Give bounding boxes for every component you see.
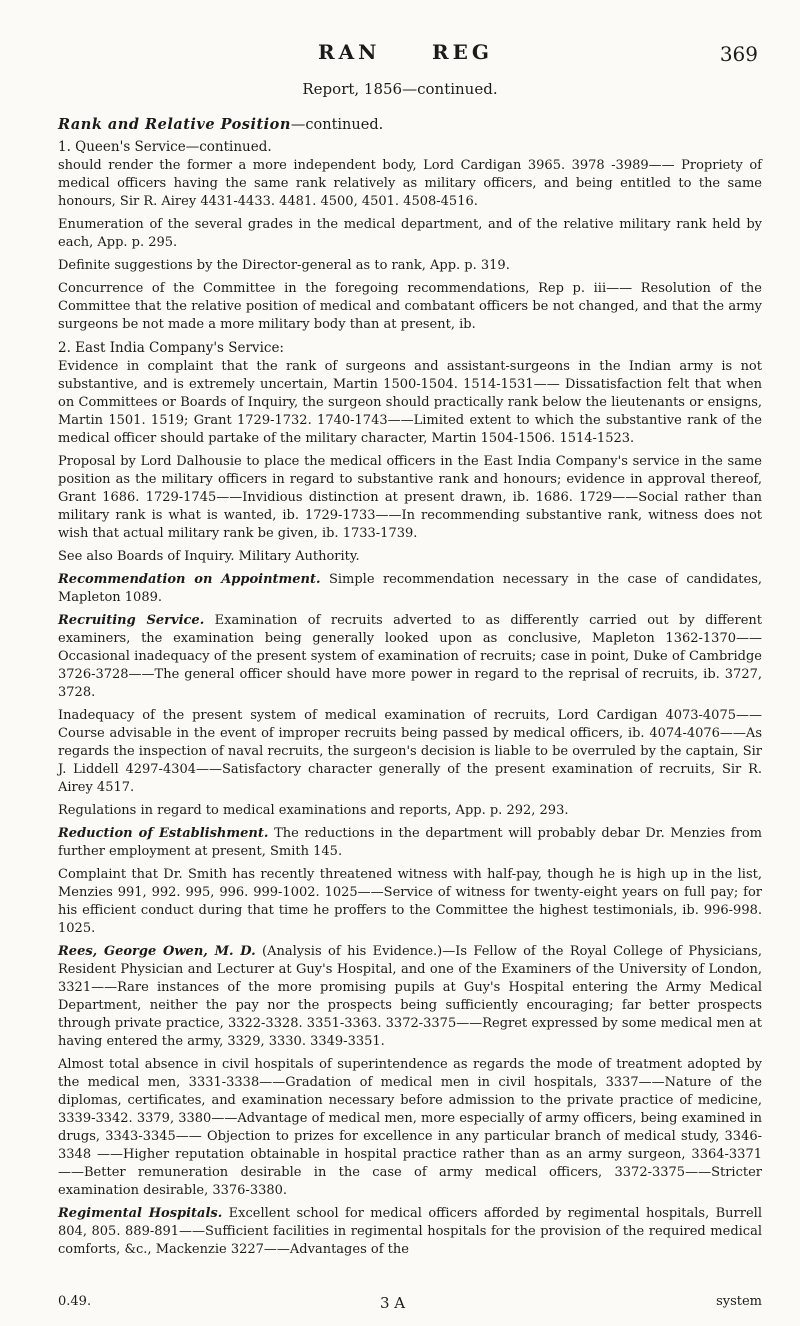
footer-catchword: system [716, 1294, 762, 1309]
index-paragraph: Definite suggestions by the Director-general as to rank, App. p. 319. [58, 258, 510, 273]
entry-heading: Rees, George Owen, M. D. [58, 944, 256, 959]
running-head-center: REG [432, 40, 493, 64]
entry-heading: Regimental Hospitals. [58, 1206, 223, 1221]
entry-text: Complaint that Dr. Smith has recently threatened witness with half-pay, though he is high up in the list, Menzies 991, 992. 995, 996. 999-1002. 1025——Service of witness for twenty-eight years on full pay; for his efficient conduct during that time he proffers to the Committee the highest testimonials, ib. 996-998. 1025. [58, 867, 762, 936]
entry-text: (Analysis of his Evidence.)—Is Fellow of the Royal College of Physicians, Resident Physician and Lecturer at Guy's Hospital, and one of the Examiners of the University of London, 3321——Rare instances of the more promising pupils at Guy's Hospital entering the Army Medical Department, neither the pay nor the prospects being sufficiently encouraging; far better prospects through private practice, 3322-3328. 3351-3363. 3372-3375——Regret expressed by some medical men at having entered the army, 3329, 3330. 3349-3351. [58, 944, 762, 1049]
index-paragraph: Enumeration of the several grades in the medical department, and of the relative military rank held by each, App. p. 295. [58, 217, 762, 250]
index-paragraph: should render the former a more independent body, Lord Cardigan 3965. 3978 -3989—— Propriety of medical officers having the same rank relatively as military officers, and being entitled to the same honours, Sir R. Airey 4431-4433. 4481. 4500, 4501. 4508-4516. [58, 158, 762, 209]
index-entry [58, 707, 762, 797]
index-entry [58, 825, 762, 861]
subsection-label: 1. Queen's Service—continued. [58, 139, 272, 155]
index-entry [58, 802, 762, 820]
report-title: Report, 1856—continued. [302, 80, 498, 98]
index-entry [58, 943, 762, 1051]
index-entry [58, 571, 762, 607]
section-heading-continued: —continued. [290, 117, 384, 133]
index-entry [58, 612, 762, 702]
entry-heading: Recruiting Service. [58, 613, 205, 628]
entry-text: Simple recommendation necessary in the case of candidates, Mapleton 1089. [58, 572, 762, 605]
section-heading [58, 116, 762, 134]
entry-text: Excellent school for medical officers afforded by regimental hospitals, Burrell 804, 805. 889-891——Sufficient facilities in regimental hospitals for the provision of the required medical comforts, &c., Mackenzie 3227——Advantages of the [58, 1206, 762, 1257]
entry-heading: Recommendation on Appointment. [58, 572, 321, 587]
entry-heading: Reduction of Establishment. [58, 826, 269, 841]
index-content [58, 110, 762, 1264]
page-number: 369 [719, 42, 758, 66]
running-head [0, 40, 800, 70]
index-paragraph: See also Boards of Inquiry. Military Authority. [58, 549, 360, 564]
entry-text: Examination of recruits adverted to as differently carried out by different examiners, the examination being generally looked upon as conclusive, Mapleton 1362-1370——Occasional inadequacy of the present system of examination of recruits; case in point, Duke of Cambridge 3726-3728——The general officer should have more power in regard to the reprisal of recruits, ib. 3727, 3728. [58, 613, 762, 700]
index-paragraph: Proposal by Lord Dalhousie to place the medical officers in the East India Company's service in the same position as the military officers in regard to substantive rank and honours; evidence in approval thereof, Grant 1686. 1729-1745——Invidious distinction at present drawn, ib. 1686. 1729——Social rather than military rank is what is wanted, ib. 1729-1733——In recommending substantive rank, witness does not wish that actual military rank be given, ib. 1733-1739. [58, 454, 762, 541]
index-entry [58, 1205, 762, 1259]
footer-signature: 3 A [380, 1294, 406, 1312]
section-heading-title: Rank and Relative Position [58, 116, 291, 133]
entry-text: Regulations in regard to medical examinations and reports, App. p. 292, 293. [58, 803, 569, 818]
index-paragraph: Concurrence of the Committee in the foregoing recommendations, Rep p. iii—— Resolution of the Committee that the relative position of medical and combatant officers be not changed, and that the army surgeons be not made a more military body than at present, ib. [58, 281, 762, 332]
entry-text: Inadequacy of the present system of medical examination of recruits, Lord Cardigan 4073-4075——Course advisable in the event of improper recruits being passed by medical officers, ib. 4074-4076——As regards the inspection of naval recruits, the surgeon's decision is liable to be overruled by the captain, Sir J. Liddell 4297-4304——Satisfactory character generally of the present examination of recruits, Sir R. Airey 4517. [58, 708, 762, 795]
subsection-label: 2. East India Company's Service: [58, 340, 284, 356]
running-head-left: RAN [318, 40, 381, 64]
index-paragraph: Evidence in complaint that the rank of surgeons and assistant-surgeons in the Indian army is not substantive, and is extremely uncertain, Martin 1500-1504. 1514-1531—— Dissatisfaction felt that when on Committees or Boards of Inquiry, the surgeon should practically rank below the lieutenants or ensigns, Martin 1501. 1519; Grant 1729-1732. 1740-1743——Limited extent to which the substantive rank of the medical officer should partake of the military character, Martin 1504-1506. 1514-1523. [58, 359, 762, 446]
index-entry [58, 1056, 762, 1200]
footer-sheet-number: 0.49. [58, 1294, 92, 1309]
entry-text: The reductions in the department will probably debar Dr. Menzies from further employment at present, Smith 145. [58, 826, 762, 859]
index-entry [58, 866, 762, 938]
entry-text: Almost total absence in civil hospitals of superintendence as regards the mode of treatment adopted by the medical men, 3331-3338——Gradation of medical men in civil hospitals, 3337——Nature of the diplomas, certificates, and examination necessary before admission to the private practice of medicine, 3339-3342. 3379, 3380——Advantage of medical men, more especially of army officers, being examined in drugs, 3343-3345—— Objection to prizes for excellence in any particular branch of medical study, 3346-3348 ——Higher reputation obtainable in hospital practice rather than as an army surgeon, 3364-3371——Better remuneration desirable in the case of army medical officers, 3372-3375——Stricter examination desirable, 3376-3380. [58, 1057, 762, 1198]
